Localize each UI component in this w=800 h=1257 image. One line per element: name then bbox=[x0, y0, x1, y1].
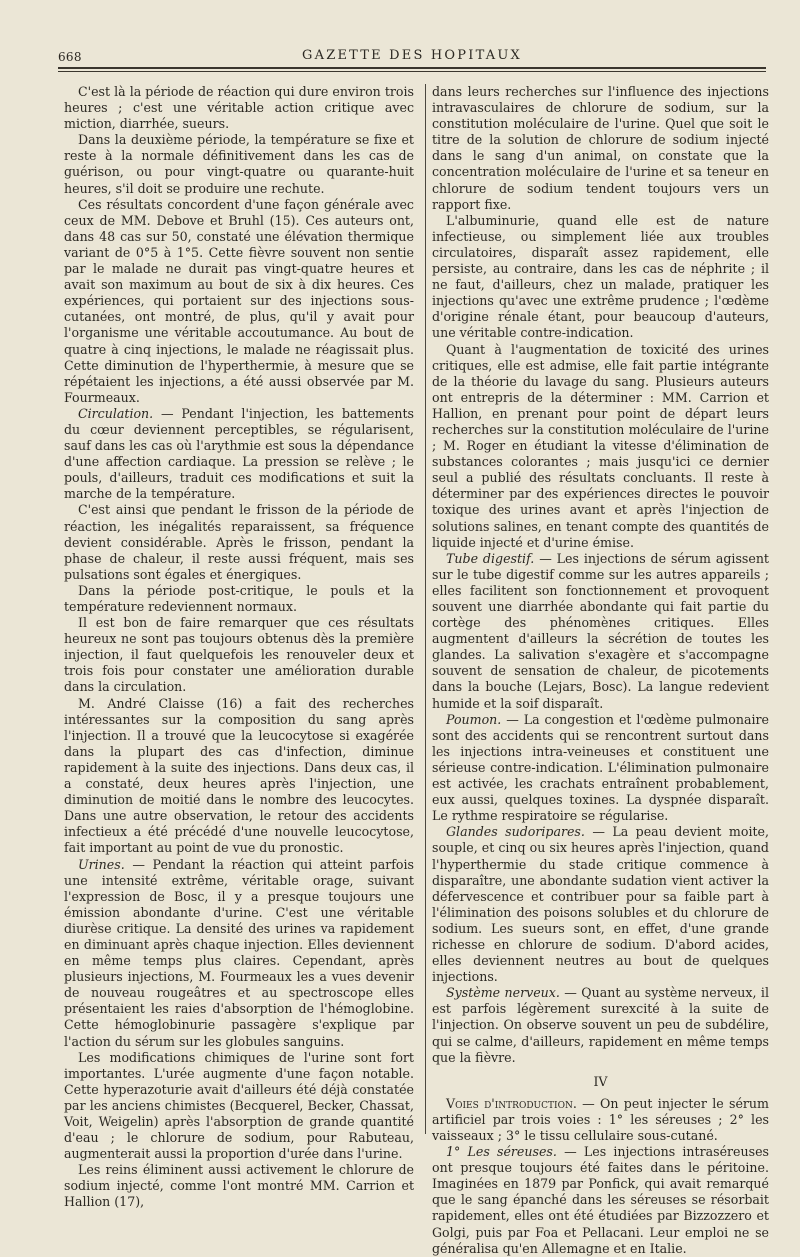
paragraph-text: dans leurs recherches sur l'influence des injections intravasculaires de chlorure de sodium, sur la constitution moléculaire de l'urine. Quel que soit le titre de la solution de chlorure de sodium injecté dans le sang d'un animal, on constate que la concentration moléculaire de l'urine et sa teneur en chlorure de sodium tendent toujours vers un rapport fixe. bbox=[432, 84, 769, 212]
paragraph-text: M. André Claisse (16) a fait des recherches intéressantes sur la composition du sang après l'injection. Il a trouvé que la leucocytose si exagérée dans la plupart des cas d'infection, diminue rapidement à la suite des injections. Dans deux cas, il a constaté, deux heures après l'injection, une diminution de moitié dans le nombre des leucocytes. Dans une autre observation, le retour des accidents infectieux a été précédé d'une nouvelle leucocytose, fait important au point de vue du pronostic. bbox=[64, 695, 414, 856]
paragraph bbox=[432, 213, 769, 342]
paragraph-text: Ces résultats concordent d'une façon générale avec ceux de MM. Debove et Bruhl (15). Ces auteurs ont, dans 48 cas sur 50, constaté une élévation thermique variant de 0°5 à 1°5. Cette fièvre souvent non sentie par le malade ne durait pas vingt-quatre heures et avait son maximum au bout de six à dix heures. Ces expériences, qui portaient sur des injections sous-cutanées, ont montré, de plus, qu'il y avait pour l'organisme une véritable accoutumance. Au bout de quatre à cinq injections, le malade ne réagissait plus. Cette diminution de l'hyperthermie, à mesure que se répétaient les injections, a été aussi observée par M. Fourmeaux. bbox=[64, 196, 414, 405]
run-in-heading: 1° Les séreuses. bbox=[446, 1144, 557, 1160]
run-in-heading: Tube digestif. bbox=[446, 550, 535, 566]
paragraph bbox=[64, 857, 414, 1050]
section-numeral: IV bbox=[593, 1073, 608, 1089]
paragraph bbox=[64, 84, 414, 132]
paragraph-text: — Les injections de sérum agissent sur le tube digestif comme sur les autres appareils ; elles facilitent son fonctionnement et provoquent souvent une diarrhée abondante qui fait partie du cortège des phénomènes critiques. Elles augmentent d'ailleurs la sécrétion de toutes les glandes. La salivation s'exagère et s'accompagne souvent de sensation de chaleur, de picotements dans la bouche (Lejars, Bosc). La langue redevient humide et la soif disparaît. bbox=[432, 550, 769, 711]
left-column bbox=[64, 84, 414, 1211]
paragraph-text: L'albuminurie, quand elle est de nature infectieuse, ou simplement liée aux troubles circulatoires, disparaît assez rapidement, elle persiste, au contraire, dans les cas de néphrite ; il ne faut, d'ailleurs, chez un malade, pratiquer les injections qu'avec une extrême prudence ; l'œdème d'origine rénale étant, pour beaucoup d'auteurs, une véritable contre-indication. bbox=[432, 212, 769, 341]
paragraph bbox=[64, 615, 414, 695]
run-in-heading: Poumon. bbox=[446, 711, 502, 727]
section-heading: Voies d'introduction. bbox=[446, 1095, 577, 1111]
paragraph-text: Les modifications chimiques de l'urine sont fort importantes. L'urée augmente d'une façon notable. Cette hyperazoturie avait d'ailleurs été déjà constatée par les anciens chimistes (Becquerel, Becker, Chassat, Voit, Weigelin) après l'absorption de grande quantité d'eau ; le chlorure de sodium, pour Rabuteau, augmenterait aussi la proportion d'urée dans l'urine. bbox=[64, 1049, 414, 1162]
paragraph-text: — Pendant la réaction qui atteint parfois une intensité extrême, véritable orage, suivant l'expression de Bosc, il y a presque toujours une émission abondante d'urine. C'est une véritable diurèse critique. La densité des urines va rapidement en diminuant après chaque injection. Elles deviennent en même temps plus claires. Cependant, après plusieurs injections, M. Fourmeaux les a vues devenir de nouveau rougeâtres et au spectroscope elles présentaient les raies d'absorption de l'hémoglobine. Cette hémoglobinurie passagère s'explique par l'action du sérum sur les globules sanguins. bbox=[64, 856, 414, 1049]
paragraph bbox=[432, 342, 769, 551]
run-in-heading: Circulation. bbox=[78, 405, 154, 421]
paragraph bbox=[432, 551, 769, 712]
paragraph bbox=[64, 583, 414, 615]
paragraph bbox=[432, 985, 769, 1065]
column-divider bbox=[425, 84, 426, 1134]
paragraph bbox=[64, 406, 414, 503]
paragraph bbox=[432, 1144, 769, 1257]
paragraph-text: C'est ainsi que pendant le frisson de la période de réaction, les inégalités reparaissent, sa fréquence devient considérable. Après le frisson, pendant la phase de chaleur, il reste aussi fréquent, mais ses pulsations sont égales et énergiques. bbox=[64, 502, 414, 582]
paragraph bbox=[64, 132, 414, 196]
paragraph-text: — Quant au système nerveux, il est parfois légèrement surexcité à la suite de l'injection. On observe souvent un peu de subdélire, qui se calme, d'ailleurs, rapidement en même temps que la fièvre. bbox=[432, 985, 769, 1065]
paragraph bbox=[432, 712, 769, 825]
run-in-heading: Glandes sudoripares. bbox=[446, 824, 585, 840]
paragraph bbox=[432, 84, 769, 213]
paragraph-text: — Pendant l'injection, les battements du cœur deviennent perceptibles, se régularisent, sauf dans les cas où l'arythmie est sous la dépendance d'une affection cardiaque. La pression se relève ; le pouls, d'ailleurs, traduit ces modifications et suit la marche de la température. bbox=[64, 405, 414, 502]
paragraph-text: — On peut injecter le sérum artificiel par trois voies : 1° les séreuses ; 2° les vaisseaux ; 3° le tissu cellulaire sous-cutané. bbox=[432, 1095, 769, 1143]
paragraph bbox=[64, 1162, 414, 1210]
right-column bbox=[432, 84, 769, 1257]
paragraph-text: Il est bon de faire remarquer que ces résultats heureux ne sont pas toujours obtenus dès la première injection, il faut quelquefois les renouveler deux et trois fois pour constater une amélioration durable dans la circulation. bbox=[64, 615, 414, 695]
paragraph bbox=[432, 824, 769, 985]
header-rule-thin bbox=[58, 71, 766, 72]
paragraph bbox=[64, 1050, 414, 1163]
paragraph-text: Les reins éliminent aussi activement le chlorure de sodium injecté, comme l'ont montré MM. Carrion et Hallion (17), bbox=[64, 1162, 414, 1210]
header-rule bbox=[58, 67, 766, 69]
page-number: 668 bbox=[58, 50, 82, 64]
paragraph-text: — Les injections intraséreuses ont presque toujours été faites dans le péritoine. Imaginées en 1879 par Ponfick, qui avait remarqué que le sang épanché dans les séreuses se résorbait rapidement, elles ont été étudiées par Bizzozzero et Golgi, puis par Foa et Pellacani. Leur emploi ne se généralisa qu'en Allemagne et en Italie. bbox=[432, 1144, 769, 1256]
paragraph bbox=[64, 502, 414, 582]
journal-title: GAZETTE DES HOPITAUX bbox=[302, 48, 522, 63]
paragraph-text: — La congestion et l'œdème pulmonaire sont des accidents qui se rencontrent surtout dans les injections intra-veineuses et constituent une sérieuse contre-indication. L'élimination pulmonaire est activée, les crachats entraînent probablement, eux aussi, quelques toxines. La dyspnée disparaît. Le rythme respiratoire se régularise. bbox=[432, 711, 769, 824]
run-in-heading: Système nerveux. bbox=[446, 985, 560, 1001]
paragraph-text: Quant à l'augmentation de toxicité des urines critiques, elle est admise, elle fait partie intégrante de la théorie du lavage du sang. Plusieurs auteurs ont entrepris de la déterminer : MM. Carrion et Hallion, en prenant pour point de départ leurs recherches sur la constitution moléculaire de l'urine ; M. Roger en étudiant la vitesse d'élimination de substances colorantes ; mais jusqu'ici ce dernier seul a publié des résultats concluants. Il reste à déterminer par des expériences directes le pouvoir toxique des urines avant et après l'injection de solutions salines, en tenant compte des quantités de liquide injecté et d'urine émise. bbox=[432, 341, 769, 550]
paragraph-text: Dans la deuxième période, la température se fixe et reste à la normale définitivement dans les cas de guérison, ou pour vingt-quatre ou quarante-huit heures, s'il doit se produire une rechute. bbox=[64, 132, 414, 196]
run-in-heading: Urines. bbox=[78, 856, 125, 872]
paragraph bbox=[64, 197, 414, 406]
paragraph bbox=[64, 696, 414, 857]
paragraph bbox=[432, 1096, 769, 1144]
paragraph-text: C'est là la période de réaction qui dure environ trois heures ; c'est une véritable action critique avec miction, diarrhée, sueurs. bbox=[64, 84, 414, 132]
paragraph-text: Dans la période post-critique, le pouls et la température redeviennent normaux. bbox=[64, 582, 414, 614]
paragraph-text: — La peau devient moite, souple, et cinq ou six heures après l'injection, quand l'hyperthermie du stade critique commence à disparaître, une abondante sudation vient activer la défervescence et contribuer pour sa faible part à l'élimination des poisons solubles et du chlorure de sodium. Les sueurs sont, en effet, d'une grande richesse en chlorure de sodium. D'abord acides, elles deviennent neutres au bout de quelques injections. bbox=[432, 824, 769, 985]
